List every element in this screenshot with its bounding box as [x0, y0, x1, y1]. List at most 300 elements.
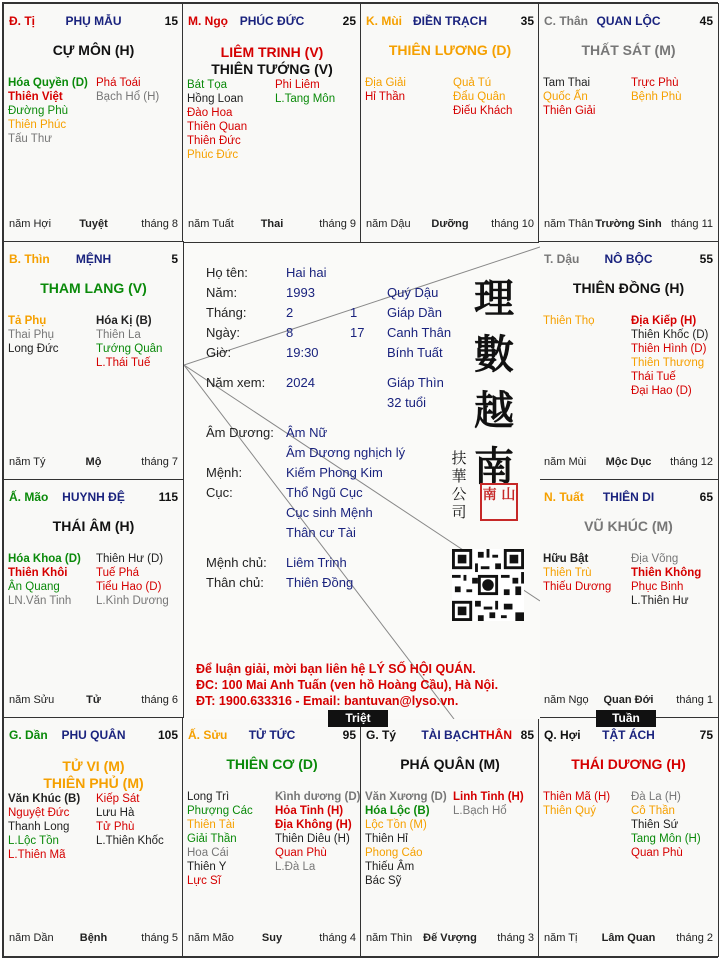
minor-star: Tuế Phá [96, 567, 140, 579]
minor-star: Phúc Đức [187, 149, 239, 161]
minor-star: Thai Phụ [8, 329, 55, 341]
tuvi-chart [2, 2, 718, 958]
main-stars [539, 280, 718, 297]
name-label: Họ tên: [206, 265, 248, 280]
minor-stars-left [187, 790, 275, 888]
minor-star: L.Thái Tuế [96, 357, 151, 369]
minor-star: Tử Phù [96, 821, 135, 833]
palace-footer [366, 218, 534, 232]
footer-stage: Mộc Dục [605, 456, 652, 468]
footer-stage: Mộ [85, 456, 102, 468]
palace-footer [544, 456, 713, 470]
minor-star: Thiên Diêu (H) [275, 833, 350, 845]
minor-star: Phá Toái [96, 77, 141, 89]
footer-year: năm Dậu [366, 218, 411, 230]
main-star: TỬ VI (M) [62, 758, 125, 774]
month-lunar: 1 [350, 305, 358, 320]
minor-star: Quan Phù [631, 847, 683, 859]
minor-star: Đại Hao (D) [631, 385, 692, 397]
minor-star: Phục Binh [631, 581, 684, 593]
main-stars [361, 756, 539, 773]
month-solar: 2 [286, 305, 294, 320]
minor-star: Tả Phụ [8, 315, 47, 327]
minor-star: Thiên Thương [631, 357, 705, 369]
minor-star: Hóa Quyền (D) [8, 77, 88, 89]
main-star: THIÊN CƠ (D) [226, 756, 318, 772]
footer-year: năm Sửu [9, 694, 55, 706]
palace-header [188, 14, 356, 30]
palace-canchi: N. Tuất [544, 490, 584, 504]
minor-star: Thiên Hư (D) [96, 553, 164, 565]
minor-star: Kiếp Sát [96, 793, 140, 805]
minor-star: Thiên Quan [187, 121, 248, 133]
minor-stars-right [453, 790, 539, 818]
palace-name: PHỤ MẪU [65, 14, 122, 28]
palace-footer [544, 218, 713, 232]
minor-star: Hỏa Tinh (H) [275, 805, 344, 817]
minor-star: Phi Liêm [275, 79, 320, 91]
hour-label: Giờ: [206, 345, 232, 360]
minor-stars-right [96, 552, 182, 608]
palace-footer [9, 932, 178, 946]
minor-star: Thanh Long [8, 821, 70, 833]
name-value: Hai hai [286, 265, 327, 280]
main-star: LIÊM TRINH (V) [220, 44, 324, 60]
minor-star: Quốc Ấn [543, 91, 588, 103]
minor-stars-left [365, 76, 453, 104]
minor-star: Văn Xương (D) [365, 791, 447, 803]
palace-canchi: G. Dần [9, 728, 48, 742]
minor-star: Bác Sỹ [365, 875, 402, 887]
minor-star: Thiên Hình (D) [631, 343, 707, 355]
small-vertical-2: 華 [451, 467, 467, 485]
minor-star: Thiếu Dương [543, 581, 612, 593]
minor-star: Ân Quang [8, 581, 60, 593]
footer-month: tháng 12 [670, 456, 713, 468]
footer-year: năm Hợi [9, 218, 52, 230]
calligraphy-4: 南 [474, 443, 514, 490]
footer-month: tháng 1 [676, 694, 713, 706]
minor-star: Thiên Trù [543, 567, 592, 579]
palace-ti [3, 3, 184, 243]
age: 32 tuổi [387, 395, 427, 410]
main-stars [539, 518, 718, 535]
palace-header [366, 728, 534, 744]
minor-star: Địa Không (H) [275, 819, 352, 831]
footer-stage: Tuyệt [79, 218, 108, 230]
minor-star: Thiên Phúc [8, 119, 67, 131]
than-chu-label: Thân chủ: [206, 575, 264, 590]
minor-stars-left [543, 552, 631, 594]
footer-month: tháng 2 [676, 932, 713, 944]
minor-star: L.Đà La [275, 861, 316, 873]
palace-number: 105 [157, 728, 178, 742]
palace-name: ĐIỀN TRẠCH [413, 14, 487, 28]
minor-star: Long Đức [8, 343, 59, 355]
footer-stage: Suy [261, 932, 283, 944]
contact-line-3: ĐT: 1900.633316 - Email: bantuvan@lyso.vn. [196, 694, 459, 708]
main-star: THẤT SÁT (M) [581, 42, 676, 58]
triet-banner: Triệt [328, 710, 388, 727]
view-year-value: 2024 [286, 375, 315, 390]
amduong-note: Âm Dương nghịch lý [286, 445, 406, 460]
palace-name: TẬT ÁCH [602, 728, 655, 742]
footer-stage: Thai [260, 218, 284, 230]
palace-name: PHU QUÂN [61, 728, 126, 742]
minor-star: Thiếu Âm [365, 861, 415, 873]
minor-star: Thiên Giải [543, 105, 596, 117]
minor-star: Bệnh Phù [631, 91, 682, 103]
minor-star: Điếu Khách [453, 105, 513, 117]
palace-header [544, 252, 713, 268]
main-star: THIÊN LƯƠNG (D) [388, 42, 512, 58]
minor-star: Thiên Khốc (D) [631, 329, 709, 341]
footer-month: tháng 3 [497, 932, 534, 944]
palace-footer [188, 932, 356, 946]
footer-stage: Đế Vượng [423, 932, 477, 944]
palace-ty [360, 717, 540, 957]
amduong-label: Âm Dương: [206, 425, 274, 440]
minor-stars-right [275, 78, 361, 106]
view-year-label: Năm xem: [206, 375, 266, 390]
minor-star: Đường Phù [8, 105, 68, 117]
minor-star: Tang Môn (H) [631, 833, 701, 845]
minor-star: Giải Thần [187, 833, 237, 845]
minor-star: L.Lộc Tồn [8, 835, 59, 847]
minor-star: Thiên Khôi [8, 567, 68, 579]
minor-stars-right [631, 314, 717, 398]
minor-star: Đà La (H) [631, 791, 681, 803]
main-stars [4, 280, 183, 297]
small-vertical-1: 扶 [451, 449, 467, 467]
palace-footer [544, 694, 713, 708]
minor-star: Phong Cáo [365, 847, 423, 859]
palace-mao [3, 479, 184, 719]
main-star: THIÊN PHỦ (M) [43, 775, 144, 791]
minor-star: Thiên Thọ [543, 315, 595, 327]
palace-number: 55 [699, 252, 713, 266]
palace-name: THIÊN DI [602, 490, 655, 504]
minor-star: Hóa Lộc (B) [365, 805, 430, 817]
day-canchi: Canh Thân [387, 325, 452, 340]
palace-name: MỆNH [75, 252, 112, 266]
minor-star: Thiên Mã (H) [543, 791, 611, 803]
minor-star: Hữu Bật [543, 553, 589, 565]
main-star: VŨ KHÚC (M) [584, 518, 673, 534]
palace-number: 5 [171, 252, 178, 266]
minor-star: Đào Hoa [187, 107, 233, 119]
center-panel [184, 243, 540, 719]
main-star: THIÊN TƯỚNG (V) [211, 61, 333, 77]
minor-star: Địa Võng [631, 553, 679, 565]
footer-year: năm Thìn [366, 932, 413, 944]
minor-stars-left [8, 792, 96, 862]
calligraphy-1: 理 [474, 275, 514, 322]
palace-header [544, 490, 713, 506]
minor-star: Quả Tú [453, 77, 492, 89]
minor-star: Hóa Khoa (D) [8, 553, 81, 565]
minor-star: Linh Tinh (H) [453, 791, 524, 803]
palace-header [188, 728, 356, 744]
main-star: THÁI ÂM (H) [52, 518, 135, 534]
palace-footer [188, 218, 356, 232]
palace-header [544, 728, 713, 744]
qr-code[interactable] [452, 549, 524, 621]
minor-star: Tiểu Hao (D) [96, 581, 162, 593]
minor-star: Thiên Đức [187, 135, 241, 147]
small-vertical-4: 司 [451, 503, 467, 521]
minor-star: Bạch Hổ (H) [96, 91, 160, 103]
minor-star: Thiên Việt [8, 91, 63, 103]
year-label: Năm: [206, 285, 238, 300]
palace-ngo [182, 3, 362, 243]
minor-star: Long Trì [187, 791, 230, 803]
minor-star: L.Thiên Mã [8, 849, 66, 861]
minor-star: Thiên Y [187, 861, 227, 873]
minor-stars-right [453, 76, 539, 118]
palace-canchi: Ấ. Sửu [188, 728, 228, 742]
minor-star: Trực Phù [631, 77, 679, 89]
amduong-value: Âm Nữ [286, 425, 328, 440]
calligraphy-2: 數 [474, 331, 514, 378]
main-stars [183, 756, 361, 773]
minor-stars-right [631, 76, 717, 104]
minor-stars-left [8, 314, 96, 356]
minor-star: L.Thiên Khốc [96, 835, 164, 847]
footer-year: năm Thân [544, 218, 594, 230]
main-star: THÁI DƯƠNG (H) [571, 756, 686, 772]
month-canchi: Giáp Dần [387, 305, 442, 320]
minor-star: Phượng Các [187, 805, 253, 817]
palace-canchi: Ấ. Mão [9, 490, 49, 504]
palace-name: HUYNH ĐỆ [62, 490, 125, 504]
minor-star: Địa Giải [365, 77, 406, 89]
minor-stars-left [8, 552, 96, 608]
minor-star: Cô Thần [631, 805, 675, 817]
cuc-note-2: Thân cư Tài [286, 525, 356, 540]
palace-number: 45 [699, 14, 713, 28]
contact-line-1: Để luận giải, mời bạn liên hệ LÝ SỐ HỘI QUÁN. [196, 662, 476, 676]
minor-star: Thiên Tài [187, 819, 235, 831]
minor-stars-left [8, 76, 96, 146]
footer-month: tháng 5 [141, 932, 178, 944]
palace-name: PHÚC ĐỨC [239, 14, 305, 28]
palace-number: 75 [699, 728, 713, 742]
palace-number: 85 [520, 728, 534, 742]
footer-stage: Dưỡng [431, 218, 469, 230]
cuc-note-1: Cục sinh Mệnh [286, 505, 373, 520]
footer-month: tháng 6 [141, 694, 178, 706]
main-stars [183, 44, 361, 78]
contact-line-2: ĐC: 100 Mai Anh Tuấn (ven hồ Hoàng Cầu), Hà Nội. [196, 678, 499, 692]
palace-number: 95 [342, 728, 356, 742]
palace-thin [3, 241, 184, 481]
main-stars [4, 42, 183, 59]
footer-month: tháng 9 [319, 218, 356, 230]
palace-canchi: C. Thân [544, 14, 588, 28]
main-stars [539, 42, 718, 59]
main-star: THIÊN ĐỒNG (H) [572, 280, 685, 296]
palace-number: 35 [520, 14, 534, 28]
main-stars [4, 758, 183, 792]
than-badge: THÂN [478, 728, 512, 742]
palace-mui [360, 3, 540, 243]
hour-canchi: Bính Tuất [387, 345, 443, 360]
minor-stars-right [96, 314, 182, 370]
footer-year: năm Ngọ [544, 694, 589, 706]
footer-month: tháng 11 [670, 218, 713, 230]
palace-number: 25 [342, 14, 356, 28]
red-seal-stamp: 南 山 [480, 483, 518, 521]
footer-stage: Lâm Quan [601, 932, 656, 944]
day-lunar: 17 [350, 325, 365, 340]
minor-stars-right [96, 76, 182, 104]
cuc-label: Cục: [206, 485, 233, 500]
palace-number: 65 [699, 490, 713, 504]
minor-stars-right [631, 552, 717, 608]
minor-star: Thái Tuế [631, 371, 676, 383]
palace-canchi: G. Tý [366, 728, 397, 742]
palace-header [9, 490, 178, 506]
palace-tuat [538, 479, 719, 719]
palace-name: NÔ BỘC [604, 252, 653, 266]
than-chu-value: Thiên Đồng [286, 575, 354, 590]
minor-star: Kình dương (D) [275, 791, 361, 803]
minor-star: Thiên Hỉ [365, 833, 408, 845]
minor-stars-left [365, 790, 453, 888]
palace-header [9, 728, 178, 744]
minor-star: L.Bạch Hổ [453, 805, 507, 817]
main-stars [361, 42, 539, 59]
footer-month: tháng 8 [141, 218, 178, 230]
footer-stage: Tử [86, 694, 101, 706]
minor-stars-right [96, 792, 182, 848]
minor-star: Tam Thai [543, 77, 591, 89]
palace-than [538, 3, 719, 243]
minor-stars-right [275, 790, 361, 874]
palace-hoi [538, 717, 719, 957]
palace-number: 15 [164, 14, 178, 28]
palace-canchi: K. Mùi [366, 14, 402, 28]
minor-star: Văn Khúc (B) [8, 793, 81, 805]
footer-year: năm Tý [9, 456, 46, 468]
palace-canchi: Q. Hợi [544, 728, 581, 742]
footer-month: tháng 7 [141, 456, 178, 468]
palace-name: QUAN LỘC [596, 14, 661, 28]
main-star: THAM LANG (V) [40, 280, 147, 296]
minor-stars-left [543, 790, 631, 818]
palace-canchi: M. Ngọ [188, 14, 228, 28]
minor-star: Thiên Quý [543, 805, 597, 817]
minor-star: Thiên Sứ [631, 819, 679, 831]
minor-star: Lực Sĩ [187, 875, 221, 887]
minor-star: Lưu Hà [96, 807, 135, 819]
minor-star: Tấu Thư [8, 133, 52, 145]
main-star: PHÁ QUÂN (M) [400, 756, 500, 772]
palace-canchi: T. Dậu [544, 252, 580, 266]
minor-star: Quan Phù [275, 847, 327, 859]
hour-value: 19:30 [286, 345, 319, 360]
minor-star: Thiên La [96, 329, 141, 341]
palace-header [9, 252, 178, 268]
minor-stars-left [543, 314, 631, 328]
cuc-value: Thổ Ngũ Cục [286, 485, 363, 500]
minor-stars-left [543, 76, 631, 118]
month-label: Tháng: [206, 305, 247, 320]
minor-star: L.Tang Môn [275, 93, 336, 105]
footer-year: năm Mùi [544, 456, 587, 468]
menh-chu-value: Liêm Trinh [286, 555, 347, 570]
menh-value: Kiếm Phong Kim [286, 465, 383, 480]
minor-star: Nguyệt Đức [8, 807, 70, 819]
minor-star: L.Thiên Hư [631, 595, 689, 607]
footer-year: năm Tuất [188, 218, 234, 230]
minor-star: Hoa Cái [187, 847, 229, 859]
palace-dan [3, 717, 184, 957]
footer-month: tháng 10 [491, 218, 534, 230]
footer-year: năm Tị [544, 932, 578, 944]
main-star: CỰ MÔN (H) [52, 42, 135, 58]
day-solar: 8 [286, 325, 294, 340]
footer-stage: Bệnh [79, 932, 108, 944]
minor-star: Địa Kiếp (H) [631, 315, 697, 327]
palace-footer [9, 694, 178, 708]
palace-header [366, 14, 534, 30]
palace-header [544, 14, 713, 30]
palace-suu [182, 717, 362, 957]
footer-year: năm Dần [9, 932, 54, 944]
palace-footer [9, 456, 178, 470]
day-label: Ngày: [206, 325, 240, 340]
minor-star: Đẩu Quân [453, 91, 506, 103]
palace-number: 115 [158, 490, 178, 504]
minor-star: Hồng Loan [187, 93, 244, 105]
footer-year: năm Mão [188, 932, 234, 944]
palace-header [9, 14, 178, 30]
view-year-canchi: Giáp Thìn [387, 375, 444, 390]
palace-footer [544, 932, 713, 946]
footer-stage: Trường Sinh [595, 218, 662, 230]
minor-star: Hỉ Thần [365, 91, 406, 103]
palace-canchi: Đ. Tị [9, 14, 35, 28]
minor-star: L.Kình Dương [96, 595, 169, 607]
palace-name: TÀI BẠCH [421, 728, 479, 742]
minor-star: Bát Tọa [187, 79, 228, 91]
palace-dau [538, 241, 719, 481]
palace-footer [9, 218, 178, 232]
minor-stars-right [631, 790, 717, 860]
palace-name: TỬ TỨC [248, 728, 296, 742]
year-canchi: Quý Dậu [387, 285, 439, 300]
palace-canchi: B. Thìn [9, 252, 50, 266]
minor-star: Hóa Kị (B) [96, 315, 152, 327]
main-stars [4, 518, 183, 535]
menh-chu-label: Mệnh chủ: [206, 555, 267, 570]
calligraphy-3: 越 [474, 387, 514, 434]
small-vertical-3: 公 [451, 485, 467, 503]
footer-stage: Quan Đới [603, 694, 654, 706]
minor-star: Lộc Tồn (M) [365, 819, 427, 831]
year-value: 1993 [286, 285, 315, 300]
minor-star: Thiên Không [631, 567, 702, 579]
menh-label: Mệnh: [206, 465, 243, 480]
minor-star: Tướng Quân [96, 343, 163, 355]
minor-stars-left [187, 78, 275, 162]
minor-star: LN.Văn Tinh [8, 595, 72, 607]
main-stars [539, 756, 718, 773]
footer-month: tháng 4 [319, 932, 356, 944]
palace-footer [366, 932, 534, 946]
